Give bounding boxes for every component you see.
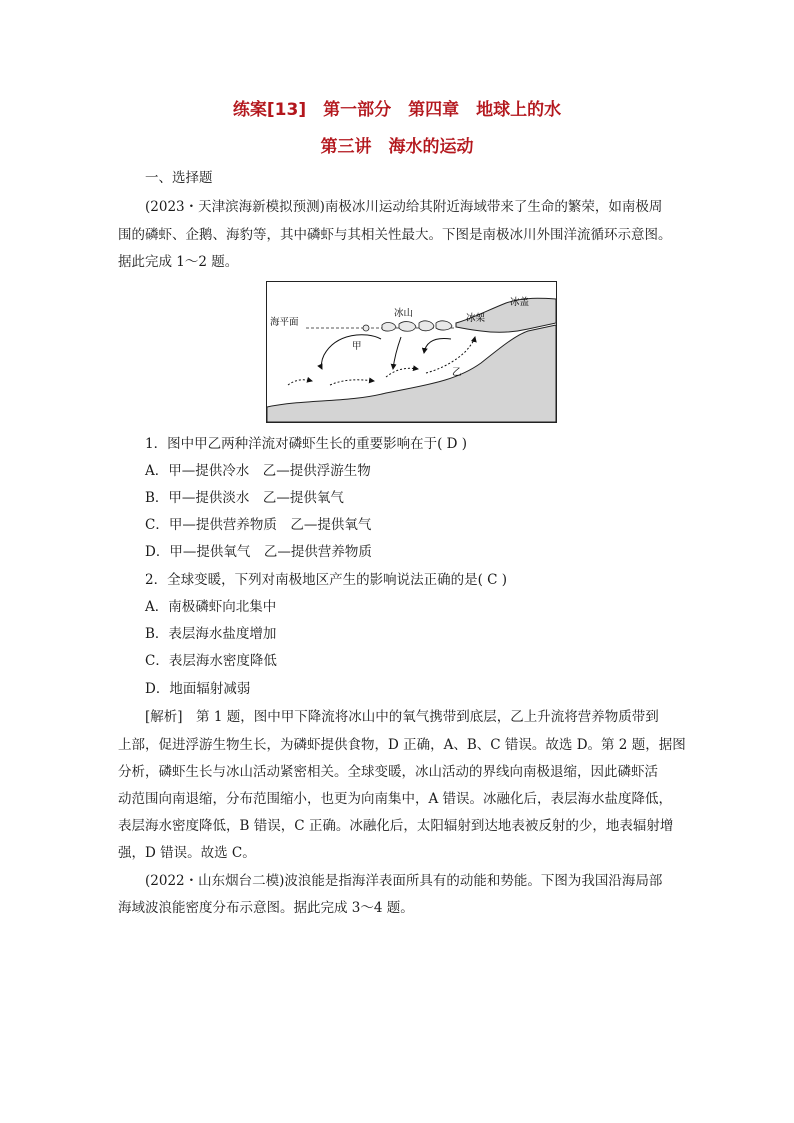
analysis-line-6: 强，D 错误。故选 C。	[118, 845, 256, 861]
analysis-line-2: 上部，促进浮游生物生长，为磷虾提供食物，D 正确，A、B、C 错误。故选 D。第 2 题，据图	[118, 737, 686, 753]
page-subtitle: 第三讲 海水的运动	[320, 137, 474, 157]
section-heading: 一、选择题	[145, 170, 213, 186]
page-title: 练案[13] 第一部分 第四章 地球上的水	[232, 100, 562, 120]
question-1-stem: 1．图中甲乙两种洋流对磷虾生长的重要影响在于( D )	[145, 436, 468, 452]
passage2-line-1: (2022・山东烟台二模)波浪能是指海洋表面所具有的动能和势能。下图为我国沿海局部	[145, 873, 663, 889]
label-current-a: 甲	[352, 341, 362, 352]
label-ice-shelf: 冰架	[466, 313, 486, 324]
question-2-option-a: A．南极磷虾向北集中	[145, 599, 277, 615]
passage1-line-1: (2023・天津滨海新模拟预测)南极冰川运动给其附近海域带来了生命的繁荣，如南极周	[145, 199, 663, 215]
question-2-option-c: C．表层海水密度降低	[145, 653, 277, 669]
passage1-line-2: 围的磷虾、企鹅、海豹等，其中磷虾与其相关性最大。下图是南极冰川外围洋流循环示意图。	[118, 227, 672, 243]
ocean-current-diagram	[266, 281, 557, 423]
label-ice-cap: 冰盖	[510, 297, 530, 308]
question-1-option-d: D．甲—提供氧气 乙—提供营养物质	[145, 544, 372, 560]
question-1-option-b: B．甲—提供淡水 乙—提供氧气	[145, 490, 344, 506]
label-current-b: 乙	[452, 367, 462, 378]
analysis-line-4: 动范围向南退缩，分布范围缩小，也更为向南集中，A 错误。冰融化后，表层海水盐度降低，	[118, 791, 673, 807]
analysis-line-3: 分析，磷虾生长与冰山活动紧密相关。全球变暖，冰山活动的界线向南极退缩，因此磷虾活	[118, 764, 658, 780]
analysis-line-1: [解析] 第 1 题，图中甲下降流将冰山中的氧气携带到底层，乙上升流将营养物质带到	[145, 709, 659, 725]
question-1-option-c: C．甲—提供营养物质 乙—提供氧气	[145, 517, 372, 533]
label-sea-level: 海平面	[270, 317, 299, 328]
question-2-stem: 2．全球变暖，下列对南极地区产生的影响说法正确的是( C )	[145, 572, 508, 588]
question-1-option-a: A．甲—提供冷水 乙—提供浮游生物	[145, 463, 371, 479]
question-2-option-b: B．表层海水盐度增加	[145, 626, 277, 642]
passage1-line-3: 据此完成 1～2 题。	[118, 254, 239, 270]
question-2-option-d: D．地面辐射减弱	[145, 681, 251, 697]
passage2-line-2: 海域波浪能密度分布示意图。据此完成 3～4 题。	[118, 900, 414, 916]
analysis-line-5: 表层海水密度降低，B 错误，C 正确。冰融化后，太阳辐射到达地表被反射的少，地表辐射增	[118, 818, 674, 834]
label-iceberg: 冰山	[394, 308, 414, 319]
